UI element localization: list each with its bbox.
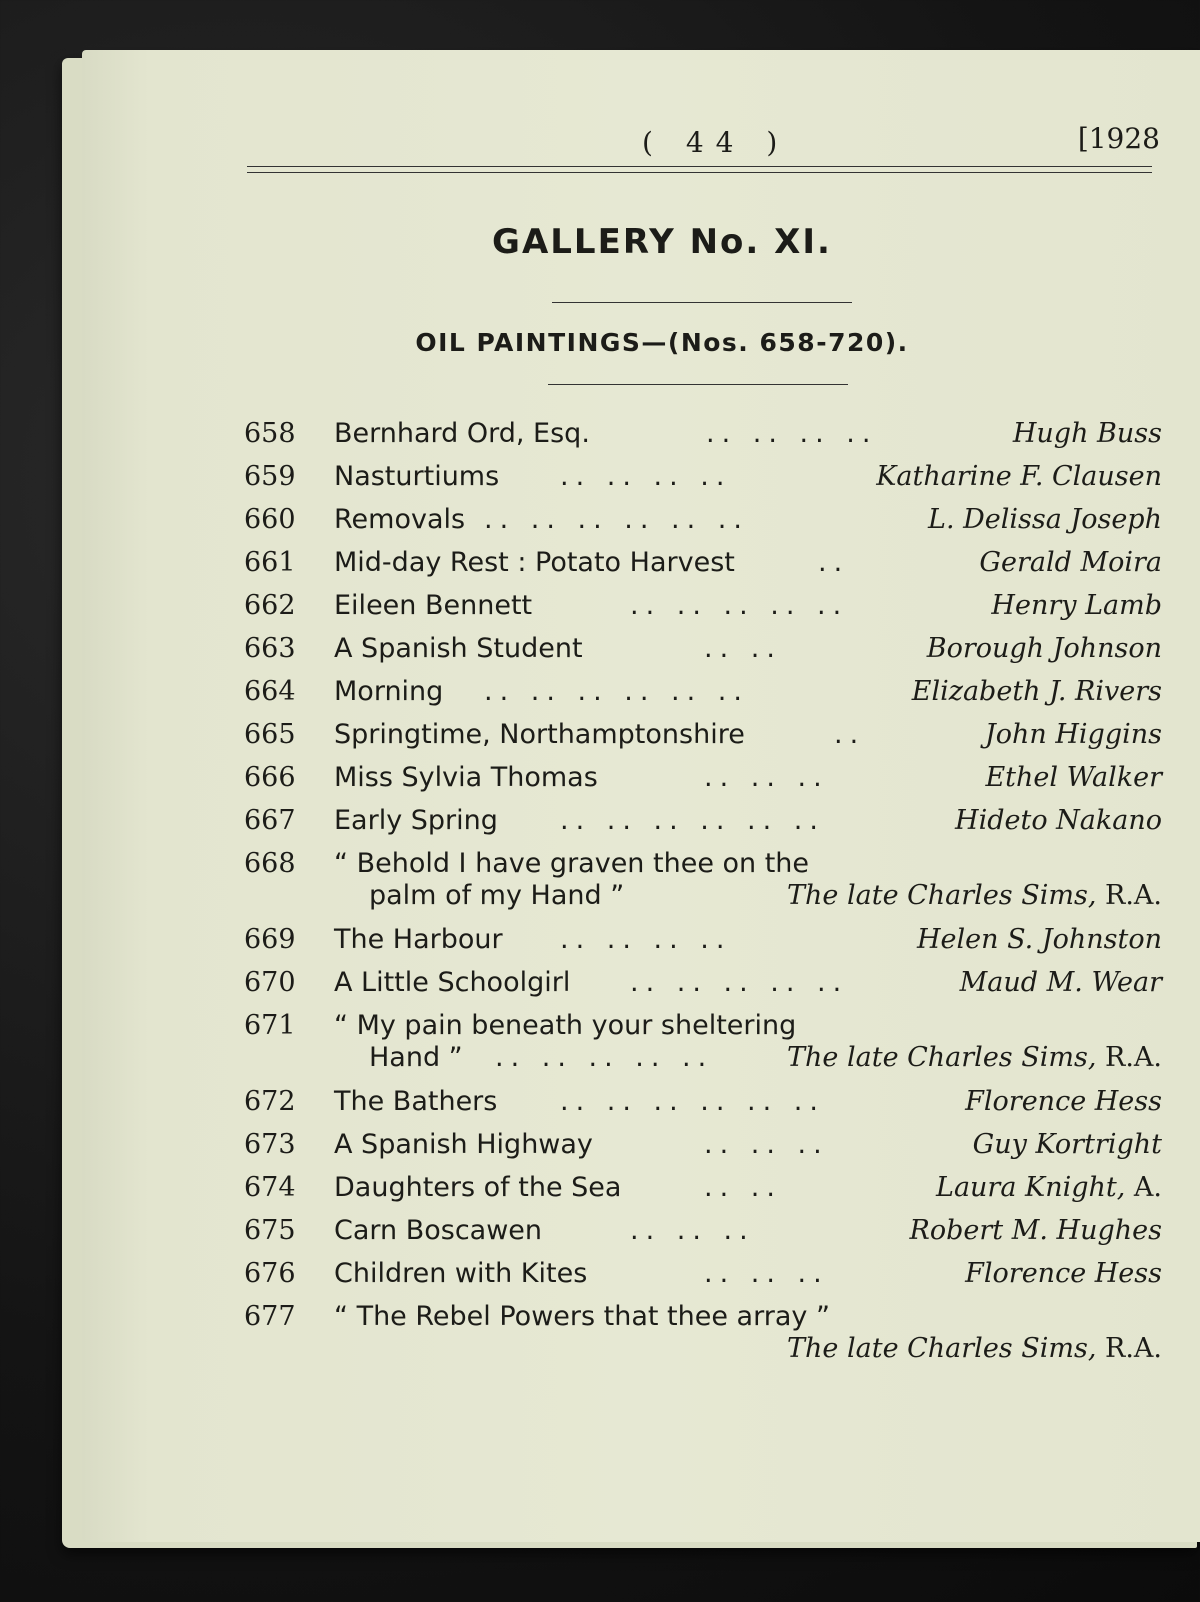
double-rule <box>247 166 1152 173</box>
artist-honour: R.A. <box>1096 1042 1162 1073</box>
entry-artist: Borough Johnson <box>926 633 1162 664</box>
entry-number: 665 <box>244 719 296 750</box>
entry-title: The Harbour <box>334 924 503 955</box>
entry-artist: The late Charles Sims, R.A. <box>787 1042 1162 1073</box>
leader-dots: .. .. .. <box>704 762 829 793</box>
leader-dots: .. <box>818 547 850 578</box>
entry-title: Nasturtiums <box>334 461 500 492</box>
entry-number: 664 <box>244 676 296 707</box>
entry-number: 663 <box>244 633 296 664</box>
artist-honour: R.A. <box>1096 1333 1162 1364</box>
entry-artist: Gerald Moira <box>979 547 1162 578</box>
entry-number: 659 <box>244 461 296 492</box>
leader-dots: .. <box>834 719 866 750</box>
leader-dots: .. .. .. <box>630 1215 755 1246</box>
entry-number: 675 <box>244 1215 296 1246</box>
entry-title: A Spanish Highway <box>334 1129 593 1160</box>
leader-dots: .. .. .. .. .. .. <box>560 805 825 836</box>
entry-artist: Maud M. Wear <box>959 967 1162 998</box>
entry-title: Mid-day Rest : Potato Harvest <box>334 547 735 578</box>
entry-artist: Hugh Buss <box>1012 418 1162 449</box>
entry-artist: Elizabeth J. Rivers <box>911 676 1162 707</box>
gallery-title: GALLERY No. XI. <box>492 222 832 262</box>
leader-dots: .. .. .. .. .. <box>630 590 849 621</box>
entry-number: 661 <box>244 547 296 578</box>
entry-number: 666 <box>244 762 296 793</box>
entry-title-continued: palm of my Hand ” <box>369 880 625 911</box>
entry-artist: The late Charles Sims, R.A. <box>787 880 1162 911</box>
entry-number: 658 <box>244 418 296 449</box>
entry-artist: L. Delissa Joseph <box>928 504 1162 535</box>
entry-artist: Helen S. Johnston <box>916 924 1162 955</box>
leader-dots: .. .. .. <box>704 1258 829 1289</box>
entry-number: 676 <box>244 1258 296 1289</box>
entry-title: Miss Sylvia Thomas <box>334 762 598 793</box>
year-marker: [1928 <box>1077 122 1160 155</box>
entry-title: The Bathers <box>334 1086 498 1117</box>
entry-artist: Ethel Walker <box>985 762 1162 793</box>
page-number: ( 44 ) <box>642 126 790 159</box>
entry-number: 670 <box>244 967 296 998</box>
entry-number: 662 <box>244 590 296 621</box>
entry-artist: Laura Knight, A. <box>936 1172 1162 1203</box>
running-head <box>82 122 1200 166</box>
entry-number: 671 <box>244 1010 296 1041</box>
leader-dots: .. .. .. .. .. .. <box>484 676 749 707</box>
artist-honour: R.A. <box>1096 880 1162 911</box>
leader-dots: .. .. .. .. .. .. <box>484 504 749 535</box>
entry-title-continued: Hand ” <box>369 1042 463 1073</box>
entry-artist: The late Charles Sims, R.A. <box>787 1333 1162 1364</box>
leader-dots: .. .. .. .. .. <box>495 1042 714 1073</box>
entry-title: “ The Rebel Powers that thee array ” <box>334 1301 830 1332</box>
entry-number: 668 <box>244 848 296 879</box>
entry-artist: Katharine F. Clausen <box>876 461 1162 492</box>
entry-title: A Spanish Student <box>334 633 583 664</box>
entry-title: Bernhard Ord, Esq. <box>334 418 590 449</box>
leader-dots: .. .. .. .. <box>706 418 878 449</box>
leader-dots: .. .. .. .. .. <box>630 967 849 998</box>
leader-dots: .. .. .. .. <box>560 924 732 955</box>
leader-dots: .. .. .. <box>704 1129 829 1160</box>
entry-number: 660 <box>244 504 296 535</box>
entry-title: Early Spring <box>334 805 498 836</box>
entry-title: Morning <box>334 676 444 707</box>
leader-dots: .. .. .. .. .. .. <box>560 1086 825 1117</box>
entry-number: 672 <box>244 1086 296 1117</box>
leader-dots: .. .. .. .. <box>560 461 732 492</box>
leader-dots: .. .. <box>704 633 782 664</box>
catalogue-page <box>82 50 1200 1542</box>
section-title: OIL PAINTINGS—(Nos. 658-720). <box>415 328 909 357</box>
entry-title: A Little Schoolgirl <box>334 967 571 998</box>
entry-title: Springtime, Northamptonshire <box>334 719 745 750</box>
artist-honour: A. <box>1125 1172 1162 1203</box>
entry-title: Eileen Bennett <box>334 590 533 621</box>
entry-artist: Henry Lamb <box>991 590 1162 621</box>
divider-bottom <box>548 384 848 385</box>
entry-title: Children with Kites <box>334 1258 588 1289</box>
entry-artist: Robert M. Hughes <box>909 1215 1162 1246</box>
entry-number: 667 <box>244 805 296 836</box>
entry-title: “ Behold I have graven thee on the <box>334 848 810 879</box>
entry-artist: John Higgins <box>984 719 1162 750</box>
entry-title: Daughters of the Sea <box>334 1172 622 1203</box>
entry-title: “ My pain beneath your sheltering <box>334 1010 797 1041</box>
entry-artist: Guy Kortright <box>972 1129 1162 1160</box>
entry-number: 669 <box>244 924 296 955</box>
entry-number: 677 <box>244 1301 296 1332</box>
entry-title: Removals <box>334 504 466 535</box>
entry-artist: Florence Hess <box>965 1086 1162 1117</box>
leader-dots: .. .. <box>704 1172 782 1203</box>
entry-title: Carn Boscawen <box>334 1215 543 1246</box>
entry-artist: Florence Hess <box>965 1258 1162 1289</box>
entry-number: 673 <box>244 1129 296 1160</box>
entry-number: 674 <box>244 1172 296 1203</box>
divider-top <box>552 302 852 303</box>
entry-artist: Hideto Nakano <box>955 805 1162 836</box>
